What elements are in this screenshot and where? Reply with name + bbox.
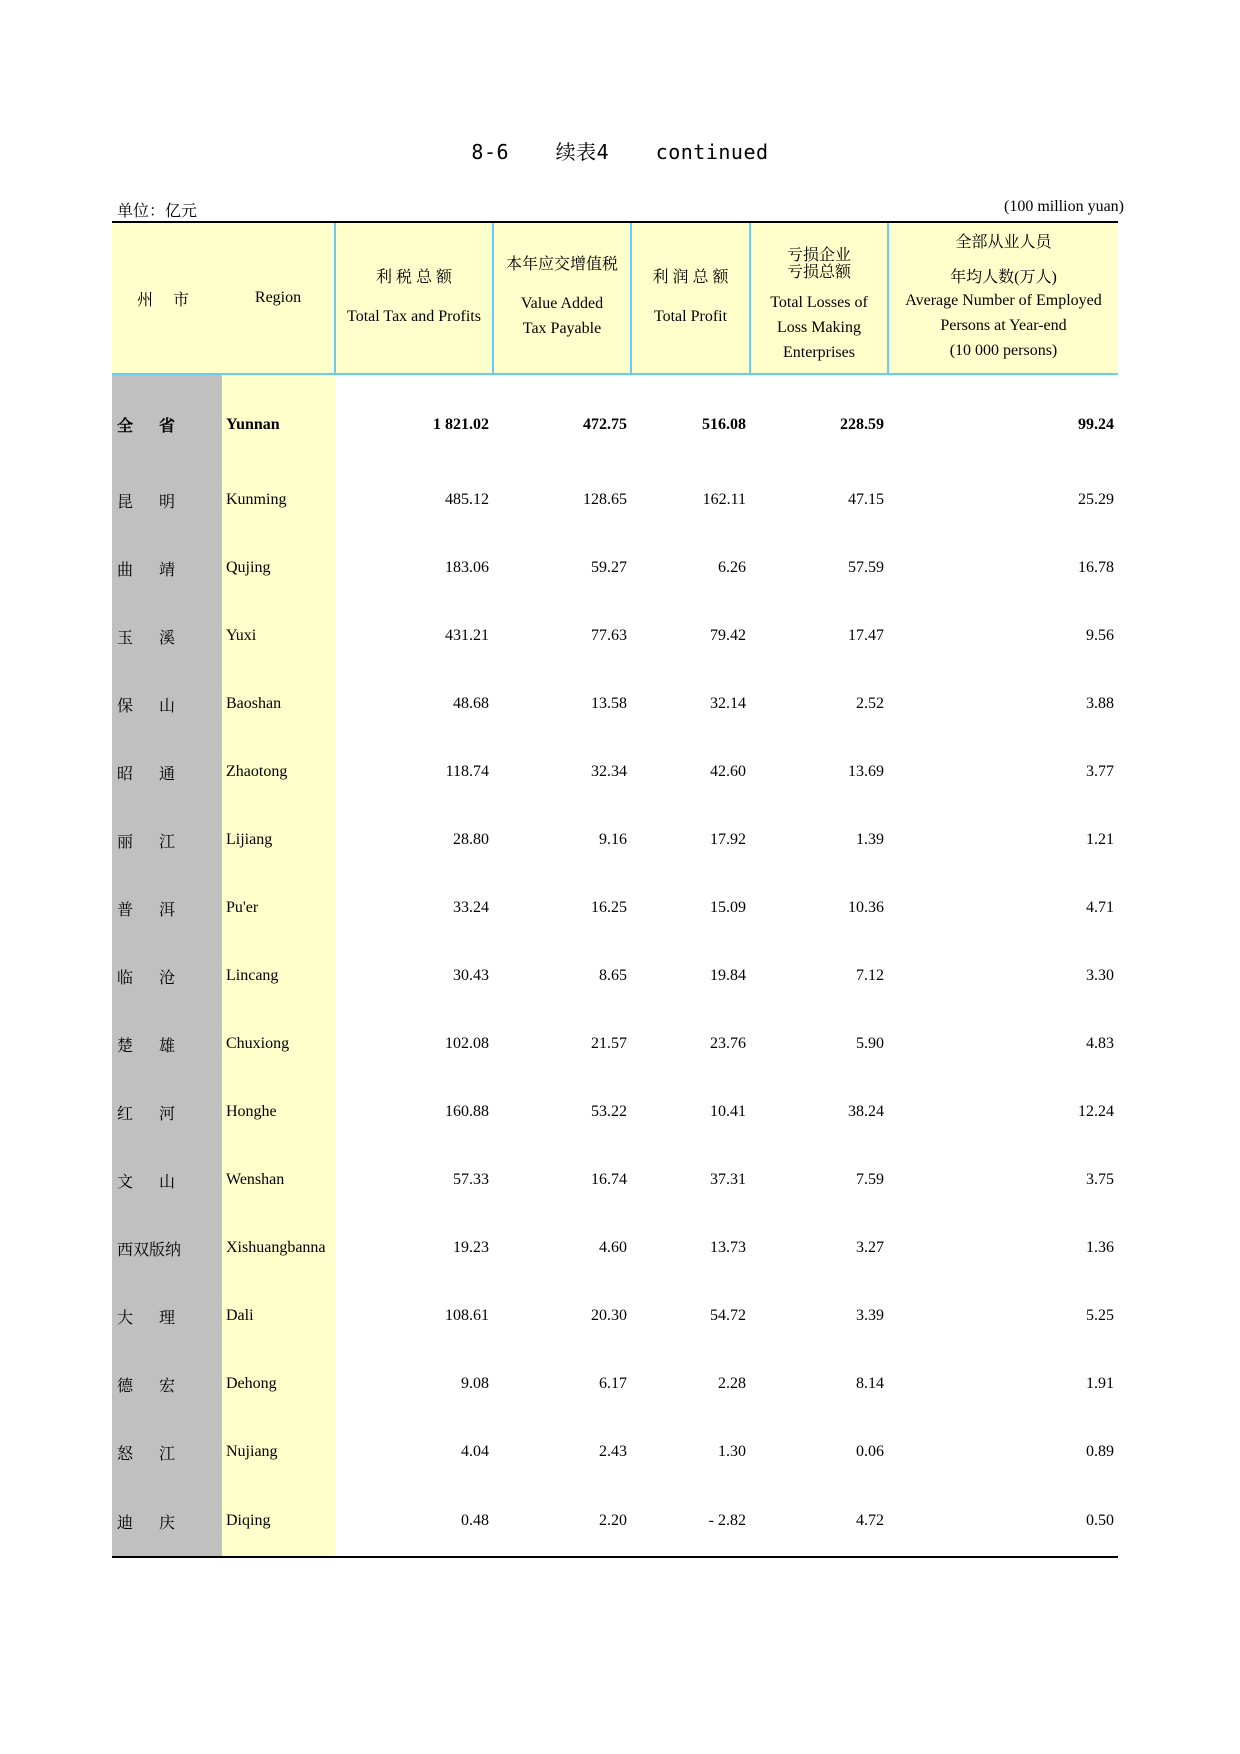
tax-profits-cell: 485.12 xyxy=(445,491,489,508)
vat-cell: 32.34 xyxy=(591,763,627,780)
region-cn-cell: 昭通 xyxy=(112,738,222,806)
employed-cell: 3.88 xyxy=(1086,695,1114,712)
tax-profits-cell: 102.08 xyxy=(445,1035,489,1052)
header-losses: 亏损企业 亏损总额 Total Losses of Loss Making Enterprises xyxy=(750,222,888,374)
losses-cell: 0.06 xyxy=(856,1443,884,1460)
header-employed: 全部从业人员 年均人数(万人) Average Number of Employed Persons at Year-end (10 000 persons) xyxy=(888,222,1118,374)
total-profit-cell: 17.92 xyxy=(710,831,746,848)
total-profit-cell: 1.30 xyxy=(718,1443,746,1460)
table-row xyxy=(112,738,1118,806)
employed-cell: 1.91 xyxy=(1086,1375,1114,1392)
losses-cell: 7.59 xyxy=(856,1171,884,1188)
header-total-profit: 利 润 总 额 Total Profit xyxy=(631,222,750,374)
region-en-cell: Yunnan xyxy=(222,374,335,466)
losses-cell: 57.59 xyxy=(848,559,884,576)
header-region-en: Region xyxy=(222,222,335,374)
losses-cell: 13.69 xyxy=(848,763,884,780)
losses-cell: 47.15 xyxy=(848,491,884,508)
employed-cell: 4.71 xyxy=(1086,899,1114,916)
title-cn: 续表4 xyxy=(555,140,610,164)
total-profit-cell: 15.09 xyxy=(710,899,746,916)
losses-cell: 7.12 xyxy=(856,967,884,984)
total-profit-cell: 23.76 xyxy=(710,1035,746,1052)
employed-cell: 99.24 xyxy=(1078,415,1114,433)
tax-profits-cell: 48.68 xyxy=(453,695,489,712)
header-region-cn: 州 市 xyxy=(112,222,222,374)
region-en-cell: Yuxi xyxy=(222,602,335,670)
header-vat: 本年应交增值税 Value Added Tax Payable xyxy=(493,222,631,374)
tax-profits-cell: 0.48 xyxy=(335,1486,493,1557)
region-cn-cell: 全省 xyxy=(112,374,222,466)
total-profit-cell: 162.11 xyxy=(702,491,746,508)
employed-cell: 1.36 xyxy=(1086,1239,1114,1256)
total-profit-cell: 79.42 xyxy=(710,627,746,644)
employed-cell: 0.89 xyxy=(1086,1443,1114,1460)
region-cn-cell: 怒江 xyxy=(112,1418,222,1486)
region-cn-cell: 迪庆 xyxy=(112,1486,222,1557)
employed-cell: 3.77 xyxy=(1086,763,1114,780)
tax-profits-cell: 118.74 xyxy=(445,763,489,780)
region-en-cell: Zhaotong xyxy=(222,738,335,806)
total-profit-cell: 37.31 xyxy=(710,1171,746,1188)
region-en-cell: Dehong xyxy=(222,1350,335,1418)
losses-cell: 1.39 xyxy=(856,831,884,848)
table-row xyxy=(112,1010,1118,1078)
vat-cell: 128.65 xyxy=(583,491,627,508)
region-cn-cell: 楚雄 xyxy=(112,1010,222,1078)
table-row xyxy=(112,1078,1118,1146)
region-cn-cell: 临沧 xyxy=(112,942,222,1010)
vat-cell: 9.16 xyxy=(599,831,627,848)
employed-cell: 0.50 xyxy=(888,1486,1118,1557)
total-profit-cell: 13.73 xyxy=(710,1239,746,1256)
tax-profits-cell: 183.06 xyxy=(445,559,489,576)
unit-label-en: (100 million yuan) xyxy=(1004,198,1124,215)
table-row xyxy=(112,602,1118,670)
total-profit-cell: 10.41 xyxy=(710,1103,746,1120)
employed-cell: 5.25 xyxy=(1086,1307,1114,1324)
tax-profits-cell: 30.43 xyxy=(453,967,489,984)
tax-profits-cell: 4.04 xyxy=(461,1443,489,1460)
losses-cell: 2.52 xyxy=(856,695,884,712)
table-row xyxy=(112,1214,1118,1282)
tax-profits-cell: 33.24 xyxy=(453,899,489,916)
losses-cell: 17.47 xyxy=(848,627,884,644)
table-row xyxy=(112,466,1118,534)
table-row xyxy=(112,1146,1118,1214)
region-cn-cell: 昆明 xyxy=(112,466,222,534)
region-cn-cell: 保山 xyxy=(112,670,222,738)
tax-profits-cell: 9.08 xyxy=(461,1375,489,1392)
table-row xyxy=(112,1350,1118,1418)
losses-cell: 3.39 xyxy=(856,1307,884,1324)
vat-cell: 16.74 xyxy=(591,1171,627,1188)
total-profit-cell: 54.72 xyxy=(710,1307,746,1324)
vat-cell: 4.60 xyxy=(599,1239,627,1256)
table-row xyxy=(112,942,1118,1010)
employed-cell: 4.83 xyxy=(1086,1035,1114,1052)
employed-cell: 25.29 xyxy=(1078,491,1114,508)
table-row-total xyxy=(112,374,1118,466)
losses-cell: 5.90 xyxy=(856,1035,884,1052)
total-profit-cell: 32.14 xyxy=(710,695,746,712)
region-cn-cell: 大理 xyxy=(112,1282,222,1350)
region-en-cell: Honghe xyxy=(222,1078,335,1146)
region-en-cell: Pu'er xyxy=(222,874,335,942)
region-en-cell: Xishuangbanna xyxy=(222,1214,335,1282)
total-profit-cell: 2.28 xyxy=(718,1375,746,1392)
region-en-cell: Wenshan xyxy=(222,1146,335,1214)
vat-cell: 16.25 xyxy=(591,899,627,916)
losses-cell: 228.59 xyxy=(840,415,884,433)
unit-label-cn: 单位：亿元 xyxy=(117,203,198,220)
vat-cell: 59.27 xyxy=(591,559,627,576)
losses-cell: 3.27 xyxy=(856,1239,884,1256)
tax-profits-cell: 160.88 xyxy=(445,1103,489,1120)
region-en-cell: Dali xyxy=(222,1282,335,1350)
tax-profits-cell: 108.61 xyxy=(445,1307,489,1324)
table-row xyxy=(112,1282,1118,1350)
region-en-cell: Lincang xyxy=(222,942,335,1010)
vat-cell: 13.58 xyxy=(591,695,627,712)
vat-cell: 20.30 xyxy=(591,1307,627,1324)
region-cn-cell: 曲靖 xyxy=(112,534,222,602)
vat-cell: 8.65 xyxy=(599,967,627,984)
tax-profits-cell: 431.21 xyxy=(445,627,489,644)
data-table-container xyxy=(112,221,1118,1558)
total-profit-cell: 19.84 xyxy=(710,967,746,984)
vat-cell: 6.17 xyxy=(599,1375,627,1392)
region-cn-cell: 红河 xyxy=(112,1078,222,1146)
employed-cell: 3.30 xyxy=(1086,967,1114,984)
region-cn-cell: 玉溪 xyxy=(112,602,222,670)
total-profit-cell: 6.26 xyxy=(718,559,746,576)
employed-cell: 3.75 xyxy=(1086,1171,1114,1188)
page-title xyxy=(0,136,1240,165)
data-table xyxy=(112,221,1118,1558)
table-row xyxy=(112,670,1118,738)
employed-cell: 16.78 xyxy=(1078,559,1114,576)
region-en-cell: Kunming xyxy=(222,466,335,534)
total-profit-cell: 42.60 xyxy=(710,763,746,780)
table-row xyxy=(112,1418,1118,1486)
vat-cell: 77.63 xyxy=(591,627,627,644)
losses-cell: 4.72 xyxy=(750,1486,888,1557)
total-profit-cell: - 2.82 xyxy=(631,1486,750,1557)
region-en-cell: Nujiang xyxy=(222,1418,335,1486)
table-header-row xyxy=(112,222,1118,374)
table-row xyxy=(112,874,1118,942)
tax-profits-cell: 57.33 xyxy=(453,1171,489,1188)
table-row xyxy=(112,534,1118,602)
table-row xyxy=(112,806,1118,874)
region-cn-cell: 丽江 xyxy=(112,806,222,874)
vat-cell: 53.22 xyxy=(591,1103,627,1120)
losses-cell: 8.14 xyxy=(856,1375,884,1392)
region-en-cell: Diqing xyxy=(222,1486,335,1557)
region-cn-cell: 文山 xyxy=(112,1146,222,1214)
employed-cell: 9.56 xyxy=(1086,627,1114,644)
region-en-cell: Lijiang xyxy=(222,806,335,874)
region-cn-cell: 普洱 xyxy=(112,874,222,942)
region-en-cell: Baoshan xyxy=(222,670,335,738)
employed-cell: 12.24 xyxy=(1078,1103,1114,1120)
tax-profits-cell: 19.23 xyxy=(453,1239,489,1256)
vat-cell: 472.75 xyxy=(583,415,627,433)
total-profit-cell: 516.08 xyxy=(702,415,746,433)
vat-cell: 21.57 xyxy=(591,1035,627,1052)
losses-cell: 38.24 xyxy=(848,1103,884,1120)
losses-cell: 10.36 xyxy=(848,899,884,916)
region-en-cell: Qujing xyxy=(222,534,335,602)
table-body xyxy=(112,374,1118,1557)
employed-cell: 1.21 xyxy=(1086,831,1114,848)
header-tax-profits: 利 税 总 额 Total Tax and Profits xyxy=(335,222,493,374)
region-cn-cell: 西双版纳 xyxy=(112,1214,222,1282)
vat-cell: 2.43 xyxy=(599,1443,627,1460)
tax-profits-cell: 28.80 xyxy=(453,831,489,848)
tax-profits-cell: 1 821.02 xyxy=(433,415,489,433)
region-en-cell: Chuxiong xyxy=(222,1010,335,1078)
table-row xyxy=(112,1486,1118,1557)
title-en: continued xyxy=(655,140,769,164)
table-number: 8-6 xyxy=(471,140,510,164)
vat-cell: 2.20 xyxy=(493,1486,631,1557)
region-cn-cell: 德宏 xyxy=(112,1350,222,1418)
